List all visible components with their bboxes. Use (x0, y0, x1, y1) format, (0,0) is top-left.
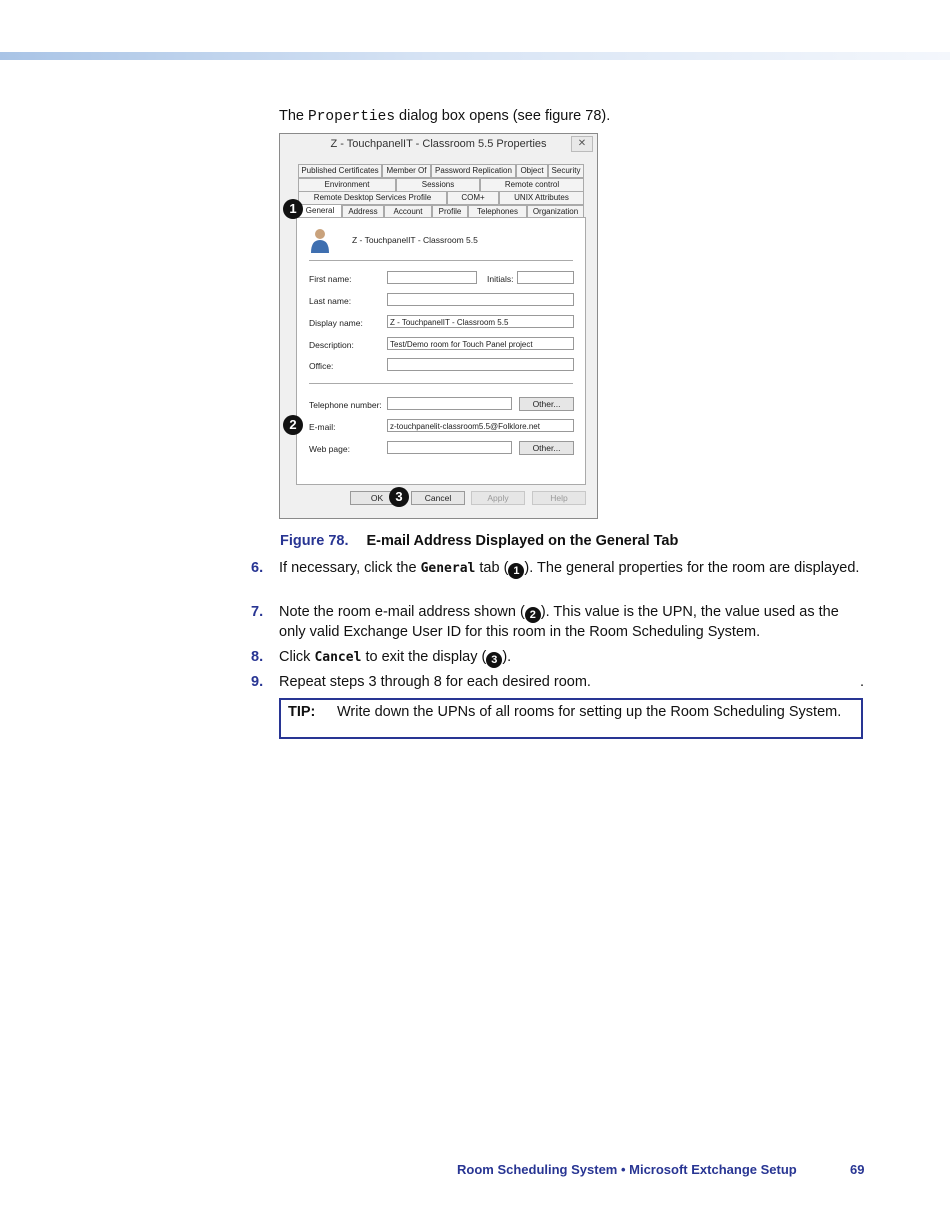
callout-2: 2 (283, 415, 303, 435)
tab-account[interactable]: Account (384, 205, 432, 219)
web-page-other-button[interactable]: Other... (519, 441, 574, 455)
email-field[interactable]: z-touchpanelit-classroom5.5@Folklore.net (387, 419, 574, 432)
divider (309, 260, 573, 261)
cancel-button[interactable]: Cancel (411, 491, 465, 505)
help-button[interactable]: Help (532, 491, 586, 505)
object-name: Z - TouchpanelIT - Classroom 5.5 (352, 235, 478, 245)
display-name-field[interactable]: Z - TouchpanelIT - Classroom 5.5 (387, 315, 574, 328)
tab-profile[interactable]: Profile (432, 205, 468, 219)
initials-field[interactable] (517, 271, 574, 284)
ok-button[interactable]: OK (350, 491, 404, 505)
step-7: 7. Note the room e-mail address shown ( 2 ). This value is the UPN, the value used as the only valid Exchange User ID for this room in the Room Scheduling System. (251, 604, 839, 640)
tab-member-of[interactable]: Member Of (382, 164, 431, 178)
callout-3: 3 (389, 487, 409, 507)
office-field[interactable] (387, 358, 574, 371)
last-name-label: Last name: (309, 296, 352, 306)
telephone-field[interactable] (387, 397, 512, 410)
header-band (0, 52, 950, 60)
tab-password-replication[interactable]: Password Replication (431, 164, 516, 178)
tab-general[interactable]: General (298, 204, 342, 220)
tab-published-certificates[interactable]: Published Certificates (298, 164, 382, 178)
apply-button[interactable]: Apply (471, 491, 525, 505)
intro-text: The Properties dialog box opens (see figure 78). (279, 108, 611, 125)
web-page-field[interactable] (387, 441, 512, 454)
tab-unix-attributes[interactable]: UNIX Attributes (499, 191, 584, 205)
step-9: 9. Repeat steps 3 through 8 for each desired room. . (251, 674, 865, 690)
close-icon[interactable]: ✕ (571, 136, 593, 152)
telephone-label: Telephone number: (309, 400, 382, 410)
footer-title: Room Scheduling System • Microsoft Extchange Setup (457, 1162, 797, 1177)
figure-caption (280, 533, 678, 549)
general-tab-panel (296, 217, 586, 485)
general-code: General (420, 561, 476, 576)
dialog-title: Z - TouchpanelIT - Classroom 5.5 Properties (330, 138, 547, 150)
last-name-field[interactable] (387, 293, 574, 306)
tip-box (279, 698, 863, 739)
first-name-label: First name: (309, 274, 352, 284)
tab-security[interactable]: Security (548, 164, 584, 178)
description-label: Description: (309, 340, 354, 350)
step-8: 8. Click Cancel to exit the display ( 3 ). (251, 649, 512, 666)
callout-ref-3: 3 (486, 652, 502, 668)
divider (309, 383, 573, 384)
tip-label: TIP: (288, 704, 316, 720)
callout-ref-2: 2 (525, 607, 541, 623)
properties-dialog (279, 133, 598, 519)
callout-1: 1 (283, 199, 303, 219)
tab-address[interactable]: Address (342, 205, 384, 219)
cancel-code: Cancel (314, 650, 362, 665)
tab-remote-control[interactable]: Remote control (480, 178, 584, 192)
first-name-field[interactable] (387, 271, 477, 284)
callout-ref-1: 1 (508, 563, 524, 579)
description-field[interactable]: Test/Demo room for Touch Panel project (387, 337, 574, 350)
figure-title: E-mail Address Displayed on the General Tab (366, 533, 679, 549)
tab-telephones[interactable]: Telephones (468, 205, 527, 219)
web-page-label: Web page: (309, 444, 350, 454)
initials-label: Initials: (487, 274, 514, 284)
figure-number: Figure 78. (280, 533, 349, 549)
office-label: Office: (309, 361, 334, 371)
user-icon (309, 227, 331, 253)
tab-organization[interactable]: Organization (527, 205, 584, 219)
tab-environment[interactable]: Environment (298, 178, 396, 192)
email-label: E-mail: (309, 422, 336, 432)
step-6: 6. If necessary, click the General tab ( 1 ). The general properties for the room are displayed. (251, 560, 860, 577)
tab-sessions[interactable]: Sessions (396, 178, 480, 192)
tab-object[interactable]: Object (516, 164, 548, 178)
display-name-label: Display name: (309, 318, 363, 328)
telephone-other-button[interactable]: Other... (519, 397, 574, 411)
tip-text: Write down the UPNs of all rooms for setting up the Room Scheduling System. (337, 704, 842, 720)
tab-com-plus[interactable]: COM+ (447, 191, 499, 205)
tab-remote-desktop-profile[interactable]: Remote Desktop Services Profile (298, 191, 447, 205)
page-number: 69 (850, 1162, 865, 1177)
